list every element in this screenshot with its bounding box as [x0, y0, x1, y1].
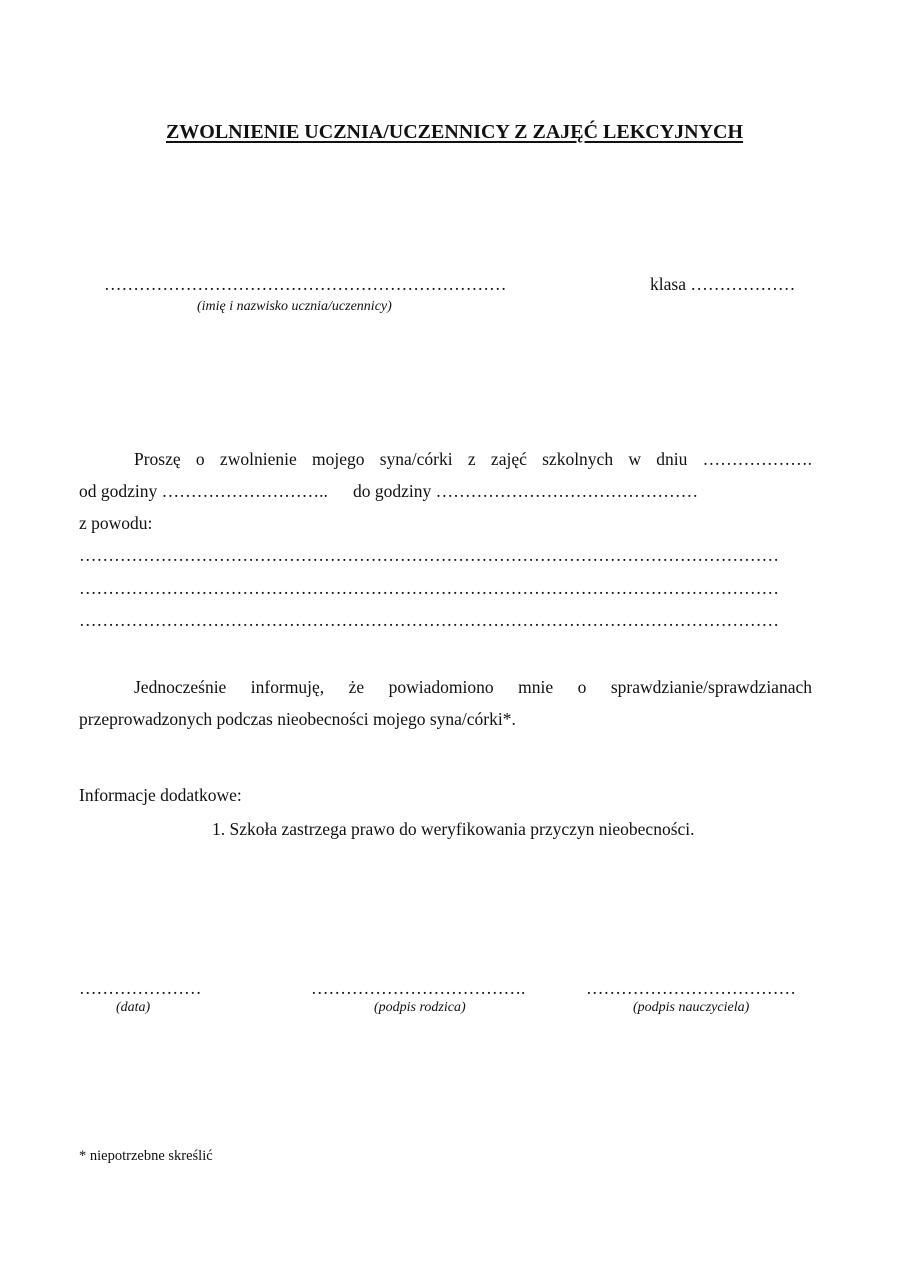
- info-line: Jednocześnie informuję, że powiadomiono mnie o sprawdzianie/sprawdzianach: [134, 677, 812, 697]
- from-hour-field: od godziny ………………………..: [79, 481, 328, 501]
- footnote: * niepotrzebne skreślić: [79, 1148, 213, 1164]
- reason-line: …………………………………………………………………………………………………………: [79, 610, 779, 630]
- student-name-field: ……………………………………………………………: [104, 274, 507, 294]
- document-title: ZWOLNIENIE UCZNIA/UCZENNICY Z ZAJĘĆ LEKCYJNYCH: [165, 121, 744, 143]
- student-name-caption: (imię i nazwisko ucznia/uczennicy): [197, 299, 392, 314]
- to-hour-field: do godziny ………………………………………: [353, 481, 699, 501]
- parent-signature-field: ……………………………….: [311, 978, 526, 998]
- reason-label: z powodu:: [79, 513, 153, 533]
- teacher-signature-caption: (podpis nauczyciela): [633, 1000, 750, 1015]
- date-caption: (data): [116, 1000, 151, 1015]
- reason-line: …………………………………………………………………………………………………………: [79, 545, 779, 565]
- date-field: …………………: [79, 978, 202, 998]
- info-line: przeprowadzonych podczas nieobecności mojego syna/córki*.: [79, 709, 516, 729]
- reason-line: …………………………………………………………………………………………………………: [79, 578, 779, 598]
- additional-info-heading: Informacje dodatkowe:: [79, 785, 242, 805]
- parent-signature-caption: (podpis rodzica): [374, 1000, 466, 1015]
- teacher-signature-field: ………………………………: [586, 978, 796, 998]
- request-line: Proszę o zwolnienie mojego syna/córki z zajęć szkolnych w dniu ……………….: [134, 449, 812, 469]
- class-field: klasa ………………: [650, 274, 796, 294]
- additional-info-item: 1. Szkoła zastrzega prawo do weryfikowania przyczyn nieobecności.: [212, 819, 695, 839]
